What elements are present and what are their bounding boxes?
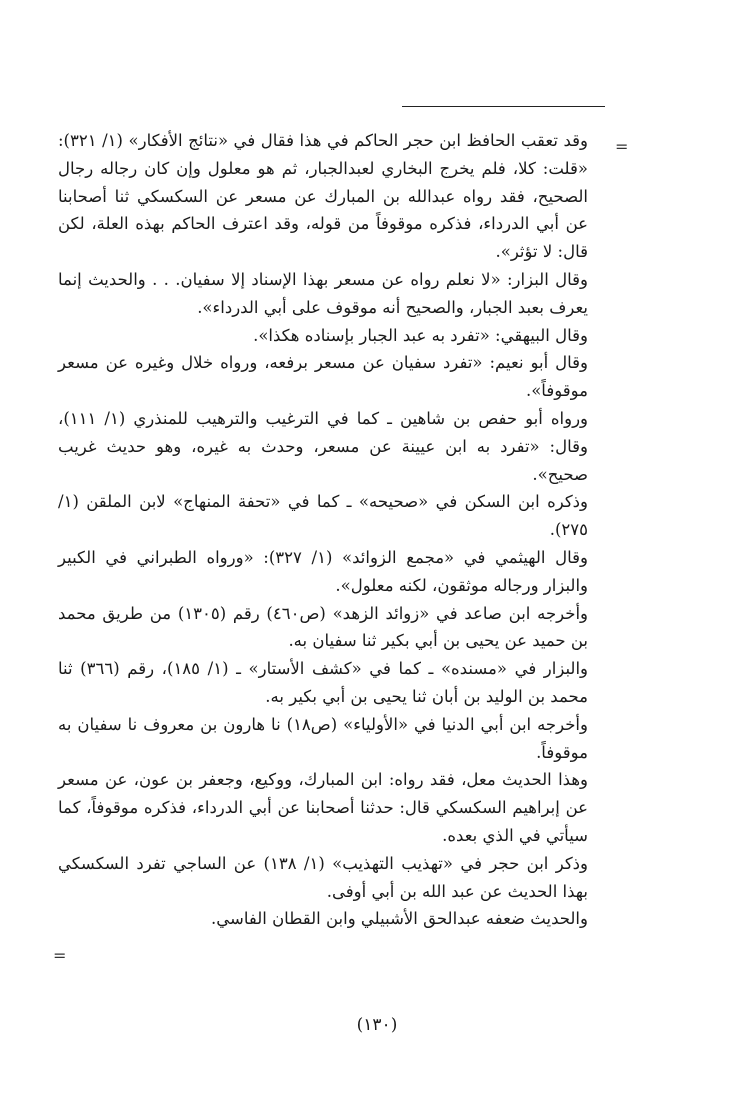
paragraph-haythami: وقال الهيثمي في «مجمع الزوائد» (١/ ٣٢٧): «ورواه الطبراني في الكبير والبزار ورجاله موثقون، لكنه معلول».: [58, 547, 588, 595]
paragraph-ibn-hajar-comment: وقد تعقب الحافظ ابن حجر الحاكم في هذا فقال في «نتائج الأفكار» (١/ ٣٢١): «قلت: كلا، فلم يخرج البخاري لعبدالجبار، ثم هو معلول وإن كان رجاله رجال الصحيح، فقد رواه عبدالله بن المبارك عن مسعر عن السكسكي ثنا أصحابنا عن أبي الدرداء، فذكره موقوفاً من قوله، وقد اعترف الحاكم بهذه العلة، لكن قال: لا تؤثر».: [58, 131, 588, 262]
paragraph-bazzar-musnad: والبزار في «مسنده» ـ كما في «كشف الأستار» ـ (١/ ١٨٥)، رقم (٣٦٦) ثنا محمد بن الوليد بن أبان ثنا يحيى بن أبي بكير به.: [58, 659, 589, 706]
paragraph-bayhaqi: وقال البيهقي: «تفرد به عبد الجبار بإسناده هكذا».: [253, 325, 588, 345]
paragraph-ibn-saed: وأخرجه ابن صاعد في «زوائد الزهد» (ص٤٦٠) رقم (١٣٠٥) من طريق محمد بن حميد عن يحيى بن أبي بكير ثنا سفيان به.: [58, 603, 589, 651]
footnote-separator-rule: [402, 106, 605, 107]
paragraph-hadith-defect: وهذا الحديث معل، فقد رواه: ابن المبارك، ووكيع، وجعفر بن عون، عن مسعر عن إبراهيم السكسكي قال: حدثنا أصحابنا عن أبي الدرداء، فذكره موقوفاً، كما سيأتي في الذي بعده.: [58, 770, 588, 845]
paragraph-conclusion: والحديث ضعفه عبدالحق الأشبيلي وابن القطان الفاسي.: [211, 909, 588, 929]
paragraph-abu-nuaym: وقال أبو نعيم: «تفرد سفيان عن مسعر برفعه، ورواه خلال وغيره عن مسعر موقوفاً».: [58, 353, 588, 401]
paragraph-ibn-al-sakan: وذكره ابن السكن في «صحيحه» ـ كما في «تحفة المنهاج» لابن الملقن (١/ ٢٧٥).: [58, 492, 588, 540]
paragraph-ibn-shahin: ورواه أبو حفص بن شاهين ـ كما في الترغيب والترهيب للمنذري (١/ ١١١)، وقال: «تفرد به ابن عيينة عن مسعر، وحدث به غيره، وهو حديث غريب صحيح».: [58, 408, 589, 484]
page-number: (١٣٠): [356, 1015, 398, 1035]
paragraph-ibn-abi-al-dunya: وأخرجه ابن أبي الدنيا في «الأولياء» (ص١٨) نا هارون بن معروف نا سفيان به موقوفاً.: [58, 714, 588, 762]
paragraph-bazzar: وقال البزار: «لا نعلم رواه عن مسعر بهذا الإسناد إلا سفيان. . . والحديث إنما يعرف بعبد الجبار، والصحيح أنه موقوف على أبي الدرداء».: [58, 269, 588, 317]
paragraph-tahdhib: وذكر ابن حجر في «تهذيب التهذيب» (١/ ١٣٨) عن الساجي تفرد السكسكي بهذا الحديث عن عبد الله بن أبي أوفى.: [58, 853, 588, 901]
continuation-mark-bottom: =: [53, 946, 67, 965]
continuation-mark-top: =: [615, 137, 629, 156]
footnote-text-block: [58, 127, 588, 933]
